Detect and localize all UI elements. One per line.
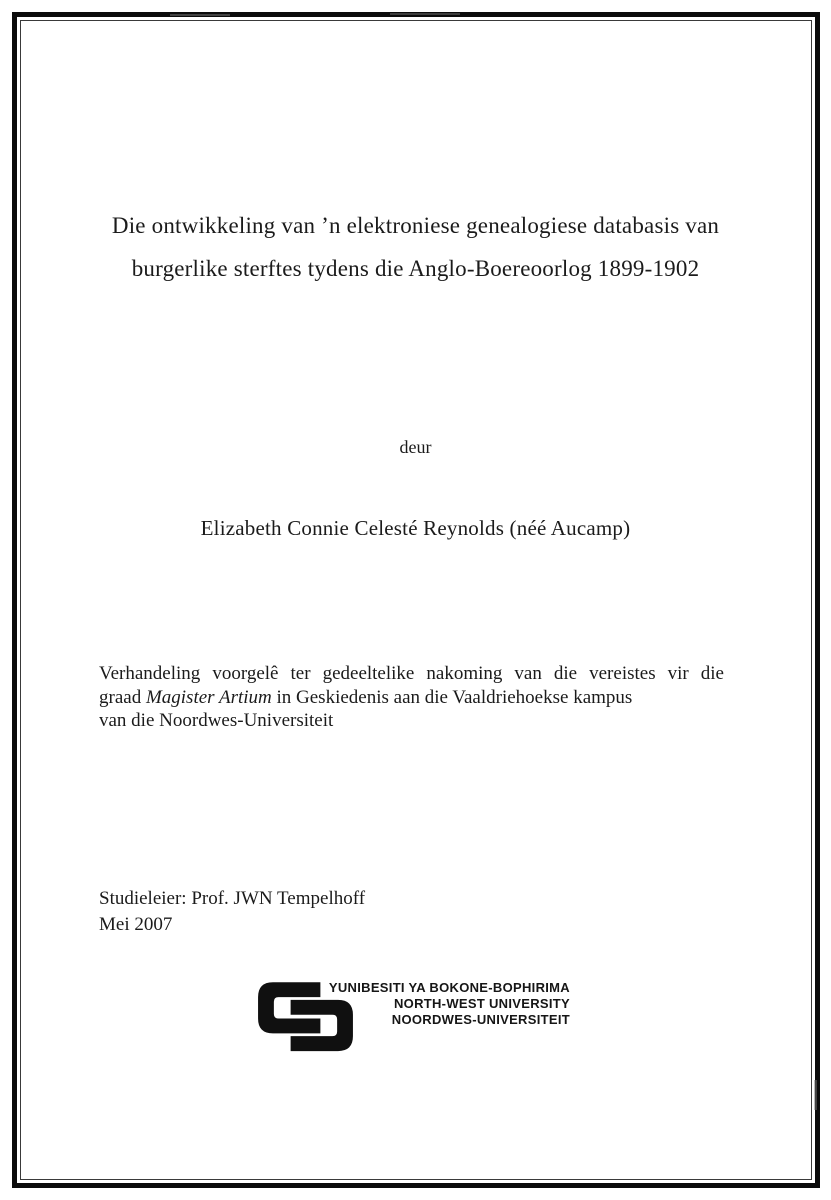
nwu-logo-line-setswana: YUNIBESITI YA BOKONE-BOPHIRIMA — [328, 980, 570, 995]
submission-line3: van die Noordwes-Universiteit — [99, 710, 334, 732]
supervisor-block — [99, 886, 365, 937]
nwu-logo-text — [320, 980, 570, 1028]
scan-speck — [814, 1080, 817, 1110]
scan-speck — [170, 14, 230, 16]
scan-speck — [390, 13, 460, 15]
supervisor-line: Studieleier: Prof. JWN Tempelhoff — [99, 888, 366, 909]
thesis-title-line2: burgerlike sterftes tydens die Anglo-Boereoorlog 1899-1902 — [131, 256, 700, 281]
submission-line2-prefix: graad — [99, 686, 146, 708]
submission-statement — [99, 662, 724, 733]
degree-name-italic: Magister Artium — [145, 686, 272, 708]
thesis-title-line1: Die ontwikkeling van ’n elektroniese genealogiese databasis van — [111, 213, 720, 238]
byline-deur: deur — [399, 437, 432, 457]
submission-line2-suffix: in Geskiedenis aan die Vaaldriehoekse kampus — [271, 686, 633, 708]
nwu-logo-line-english: NORTH-WEST UNIVERSITY — [393, 996, 570, 1011]
submission-line2 — [99, 686, 724, 710]
author-name: Elizabeth Connie Celesté Reynolds (néé Aucamp) — [200, 516, 631, 540]
nwu-logo-line-afrikaans: NOORDWES-UNIVERSITEIT — [391, 1012, 570, 1027]
submission-line1: Verhandeling voorgelê ter gedeeltelike nakoming van die vereistes vir die — [99, 663, 724, 684]
date-line: Mei 2007 — [99, 913, 173, 935]
thesis-title — [60, 204, 771, 290]
